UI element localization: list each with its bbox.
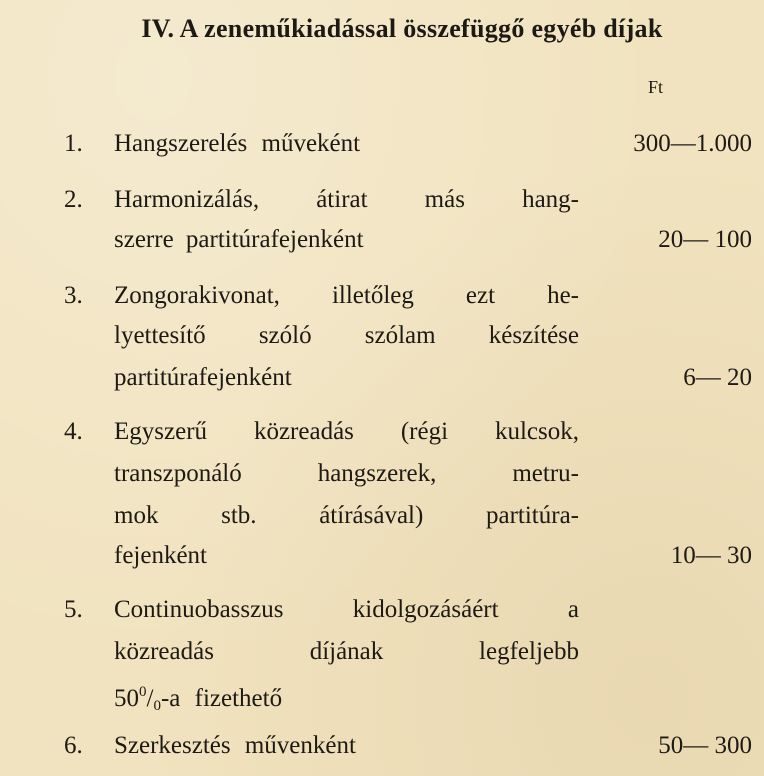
item-text-line — [114, 669, 282, 715]
item-price: 50— 300 — [658, 732, 752, 759]
percent-rest: -a fizethető — [160, 685, 283, 712]
item-price: 300—1.000 — [633, 130, 752, 157]
item-text-line: lyettesítő szóló szólam készítése — [114, 322, 579, 349]
section-title: IV. A zeneműkiadással összefüggő egyéb díjak — [141, 14, 663, 43]
currency-unit-label: Ft — [648, 77, 664, 97]
item-text-line: Harmonizálás, átirat más hang- — [114, 186, 579, 213]
percent-value: 50 — [114, 685, 139, 712]
item-price: 6— 20 — [683, 364, 752, 391]
percent-sup: 0 — [139, 684, 147, 700]
item-number: 5. — [64, 596, 83, 623]
item-price: 10— 30 — [670, 542, 752, 569]
item-number: 3. — [64, 282, 83, 309]
item-text-line: Zongorakivonat, illetőleg ezt he- — [114, 282, 579, 309]
item-text-line: transzponáló hangszerek, metru- — [114, 460, 579, 487]
item-number: 6. — [64, 732, 83, 759]
item-number: 4. — [64, 418, 83, 445]
item-price: 20— 100 — [658, 226, 752, 253]
item-text-line: partitúrafejenként — [114, 364, 292, 391]
item-text-line: Continuobasszus kidolgozásáért a — [114, 596, 579, 623]
item-text-line: közreadás díjának legfeljebb — [114, 638, 579, 665]
item-text-line: mok stb. átírásával) partitúra- — [114, 502, 579, 529]
percent-slash: / — [146, 685, 154, 712]
percent-sub: 0 — [153, 698, 161, 714]
item-text-line: Egyszerű közreadás (régi kulcsok, — [114, 418, 579, 445]
item-number: 1. — [64, 130, 83, 157]
item-text-line: fejenként — [114, 542, 208, 569]
item-number: 2. — [64, 186, 83, 213]
item-text-line: szerre partitúrafejenként — [114, 226, 364, 253]
item-text-line: Szerkesztés művenként — [114, 732, 356, 759]
item-text-line: Hangszerelés műveként — [114, 130, 361, 157]
